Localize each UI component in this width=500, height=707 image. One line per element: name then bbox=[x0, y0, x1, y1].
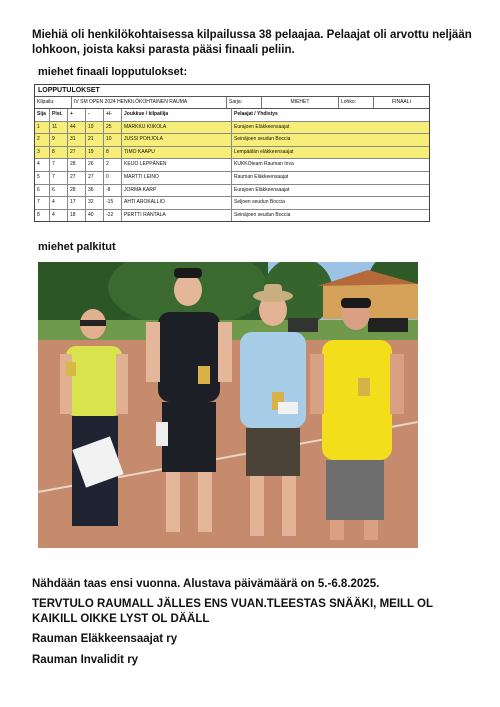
table-cell-club: Seinäjoen seudun Boccia bbox=[234, 211, 291, 218]
table-cell-pist: 7 bbox=[50, 159, 68, 171]
header-minus: - bbox=[86, 109, 104, 121]
table-row bbox=[35, 197, 429, 210]
table-cell-diff: 8 bbox=[104, 147, 122, 159]
table-cell-club: Eurajoen Eläkkeensaajat bbox=[234, 186, 290, 193]
table-cell-pist: 11 bbox=[50, 122, 68, 134]
footer-line-4: Rauman Invalidit ry bbox=[32, 654, 139, 666]
table-cell-minus: 19 bbox=[86, 147, 104, 159]
header-name: Joukkue / kilpailija bbox=[122, 109, 232, 121]
table-cell-name: JORMA KARP bbox=[122, 185, 232, 197]
table-cell-minus: 36 bbox=[86, 185, 104, 197]
table-cell-plus: 44 bbox=[68, 122, 86, 134]
table-cell-plus: 28 bbox=[68, 159, 86, 171]
table-cell-diff: -8 bbox=[104, 185, 122, 197]
kilpailu-label: Kilpailu: bbox=[35, 97, 72, 108]
table-cell-name: PERTTI RANTALA bbox=[122, 210, 232, 222]
table-cell-sija: 6 bbox=[35, 185, 50, 197]
kilpailu-value: IV SM OPEN 2024 HENKILÖKOHTAINEN RAUMA bbox=[72, 97, 227, 108]
awards-label: miehet palkitut bbox=[38, 241, 116, 253]
table-row bbox=[35, 172, 429, 185]
table-cell-sija: 4 bbox=[35, 159, 50, 171]
header-diff: +/- bbox=[104, 109, 122, 121]
table-cell-minus: 27 bbox=[86, 172, 104, 184]
header-pist: Pist. bbox=[50, 109, 68, 121]
lohko-value: FINAALI bbox=[392, 99, 411, 105]
table-cell-diff: -22 bbox=[104, 210, 122, 222]
table-cell-minus: 21 bbox=[86, 134, 104, 146]
table-cell-sija: 1 bbox=[35, 122, 50, 134]
table-cell-name: MARTTI LEINO bbox=[122, 172, 232, 184]
table-title: LOPPUTULOKSET bbox=[35, 85, 429, 97]
award-photo bbox=[38, 262, 418, 548]
table-cell-minus: 32 bbox=[86, 197, 104, 209]
table-cell-sija: 8 bbox=[35, 210, 50, 222]
table-cell-plus: 27 bbox=[68, 172, 86, 184]
table-cell-pist: 9 bbox=[50, 134, 68, 146]
table-row bbox=[35, 134, 429, 147]
table-cell-pist: 8 bbox=[50, 147, 68, 159]
table-cell-diff: 10 bbox=[104, 134, 122, 146]
header-club: Pelaajat / Yhdistys bbox=[234, 111, 278, 117]
header-plus: + bbox=[68, 109, 86, 121]
table-cell-name: TIMO KAAPU bbox=[122, 147, 232, 159]
table-cell-name: AHTI AROKALLIO bbox=[122, 197, 232, 209]
intro-text: Miehiä oli henkilökohtaisessa kilpailussa 38 pelaajaa. Pelaajat oli arvottu neljään lohkoon, joista kaksi parasta pääsi finaali peliin. bbox=[32, 29, 472, 56]
sarja-label: Sarja: bbox=[227, 97, 262, 108]
table-cell-sija: 2 bbox=[35, 134, 50, 146]
table-cell-diff: -15 bbox=[104, 197, 122, 209]
sarja-value: MIEHET bbox=[262, 97, 339, 108]
table-cell-club: Seljoen seudun Boccia bbox=[234, 199, 285, 206]
table-row bbox=[35, 185, 429, 198]
table-meta bbox=[35, 97, 429, 109]
table-cell-diff: 25 bbox=[104, 122, 122, 134]
table-cell-minus: 26 bbox=[86, 159, 104, 171]
table-cell-plus: 31 bbox=[68, 134, 86, 146]
table-cell-club: Lempäälän eläkkeensaajat bbox=[232, 147, 429, 159]
table-cell-sija: 3 bbox=[35, 147, 50, 159]
table-cell-sija: 5 bbox=[35, 172, 50, 184]
table-row bbox=[35, 122, 429, 135]
table-cell-club: KUKKOteam Rauman Inva bbox=[234, 161, 294, 168]
table-cell-plus: 17 bbox=[68, 197, 86, 209]
table-cell-club: Rauman Eläkkeensaajat bbox=[234, 173, 289, 180]
footer-line-3: Rauman Eläkkeensaajat ry bbox=[32, 633, 178, 645]
table-cell-minus: 40 bbox=[86, 210, 104, 222]
table-cell-name: KEIJO LEPPÄNEN bbox=[122, 159, 232, 171]
table-cell-pist: 6 bbox=[50, 185, 68, 197]
table-cell-club: Seinäjoen seudun Boccia bbox=[232, 134, 429, 146]
table-cell-sija: 7 bbox=[35, 197, 50, 209]
table-row bbox=[35, 210, 429, 222]
table-cell-diff: 2 bbox=[104, 159, 122, 171]
table-cell-pist: 4 bbox=[50, 210, 68, 222]
table-cell-plus: 18 bbox=[68, 210, 86, 222]
table-row bbox=[35, 159, 429, 172]
table-cell-pist: 7 bbox=[50, 172, 68, 184]
table-cell-club: Eurajoen Eläkkeensaajat bbox=[232, 122, 429, 134]
results-table bbox=[34, 84, 430, 222]
results-label: miehet finaali lopputulokset: bbox=[38, 66, 188, 78]
footer-line-2: TERVTULO RAUMALL JÄLLES ENS VUAN.TLEESTAS SNÄÄKI, MEILL OL KAIKILL OIKKE LYST OL DÄÄLL bbox=[32, 598, 433, 625]
table-cell-name: JUSSI POHJOLA bbox=[122, 134, 232, 146]
table-cell-pist: 4 bbox=[50, 197, 68, 209]
table-cell-name: MARKKU KIIKOLA bbox=[122, 122, 232, 134]
footer-line-1: Nähdään taas ensi vuonna. Alustava päivämäärä on 5.-6.8.2025. bbox=[32, 578, 380, 590]
table-cell-minus: 19 bbox=[86, 122, 104, 134]
table-cell-plus: 27 bbox=[68, 147, 86, 159]
table-cell-diff: 0 bbox=[104, 172, 122, 184]
table-header bbox=[35, 109, 429, 122]
table-cell-plus: 28 bbox=[68, 185, 86, 197]
table-row bbox=[35, 147, 429, 160]
header-sija: Sija bbox=[35, 109, 50, 121]
lohko-label: Lohko: bbox=[339, 97, 374, 108]
